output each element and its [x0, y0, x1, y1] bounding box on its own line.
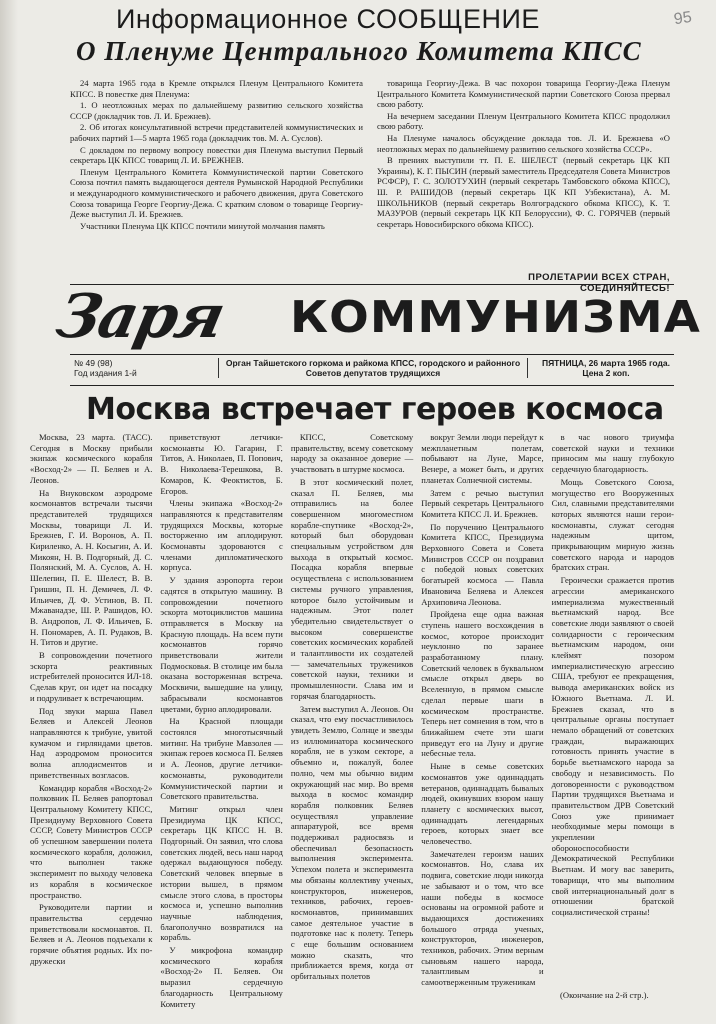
article-column — [30, 432, 152, 1000]
info-columns — [70, 78, 670, 276]
paragraph: КПСС, Советскому правительству, всему советскому народу за оказанное доверие — участвовать в штурме космоса. — [290, 432, 414, 475]
paragraph: Митинг открыл член Президиума ЦК КПСС, секретарь ЦК КПСС Н. В. Подгорный. Он заявил, что слова советских людей, весь наш народ одержал выдающуюся победу. Советский человек впервые в истории вышел, в прямом смысле этого слова, в просторы космоса и, успешно выполнив научные наблюдения, благополучно возвратился на корабль. — [160, 803, 283, 943]
paragraph: 2. Об итогах консультативной встречи представителей коммунистических и рабочих партий 1—5 марта 1965 года (докладчик тов. М. А. Суслов). — [70, 122, 363, 143]
paragraph: Ныне в семье советских космонавтов уже одиннадцать ветеранов, одиннадцать бывалых людей, окинувших взором нашу планету с космических высот, одиннадцать легендарных героев, которых знает все человечество. — [421, 761, 544, 847]
article-column — [421, 432, 543, 1000]
paragraph: Героически сражается против агрессии американского империализма мужественный вьетнамский народ. Все советские люди заявляют о своей солидарности с героическим вьетнамским народом, они клеймят позором империалистическую агрессию США, требуют ее прекращения, вывода американских войск из Южного Вьетнама. Л. И. Брежнев сказал, что в центральные органы поступает немало обращений от советских граждан, выражающих готовность принять участие в борьбе вьетнамского народа за свободу и независимость. По договоренности с руководством Партии трудящихся Вьетнама и правительством ДРВ Советский Союз уже принимает необходимые меры помощи в укреплении обороноспособности Демократической Республики Вьетнам. И могу вас заверить, товарищи, что мы выполним свой интернациональный долг в отношении братской социалистической страны! — [551, 575, 675, 917]
info-headline: Информационное СООБЩЕНИЕ — [116, 4, 540, 34]
article-column — [291, 432, 413, 1000]
paragraph: Члены экипажа «Восход-2» направляются к представителям трудящихся Москвы, которые восторженно им аплодируют. Космонавты здороваются с членами дипломатического корпуса. — [160, 498, 283, 573]
issue-number: № 49 (98) — [74, 358, 113, 368]
paragraph: Москва, 23 марта. (ТАСС). Сегодня в Москву прибыли экипаж космического корабля «Восход-2» — П. Беляев и А. Леонов. — [30, 432, 153, 485]
paragraph: На Пленуме началось обсуждение доклада тов. Л. И. Брежнева «О неотложных мерах по дальнейшему развитию сельского хозяйства СССР». — [377, 132, 670, 154]
paragraph: У здания аэропорта герои садятся в открытую машину. В сопровождении почетного эскорта мотоциклистов машина отправляется в Москву на Красную площадь. На всем пути космонавтов горячо приветствовали жители Подмосковья. В столице им была оказана восторженная встреча. Москвичи, вышедшие на улицу, забрасывали космонавтов цветами, бурно аплодировали. — [160, 575, 283, 714]
paragraph: В прениях выступили тт. П. Е. ШЕЛЕСТ (первый секретарь ЦК КП Украины), К. Г. ПЫСИН (первый заместитель Председателя Совета Министров РСФСР), Г. С. ЗОЛОТУХИН (первый секретарь Тамбовского обкома КПСС), Ш. Р. РАШИДОВ (первый секретарь ЦК КП Узбекистана), А. М. ШКОЛЬНИКОВ (первый секретарь Волгоградского обкома КПСС), К. Т. МАЗУРОВ (первый секретарь ЦК КП Белоруссии), Ф. С. ГОРЯЧЕВ (первый секретарь Новосибирского обкома КПСС). — [377, 155, 670, 229]
masthead — [50, 282, 701, 352]
paragraph: Мощь Советского Союза, могущество его Вооруженных Сил, славными представителями которых являются наши герои-космонавты, служат сегодня надежным щитом, прикрывающим мирную жизнь советского народа и народов братских стран. — [551, 476, 675, 573]
paragraph: 24 марта 1965 года в Кремле открылся Пленум Центрального Комитета КПСС. В повестке дня Пленума: — [70, 78, 363, 99]
paragraph: товарища Георгиу-Дежа. В час похорон товарища Георгиу-Дежа Пленум Центрального Комитета Коммунистической партии Советского Союза прервал свою работу. — [377, 78, 670, 110]
paragraph: Затем с речью выступил Первый секретарь Центрального Комитета КПСС Л. И. Брежнев. — [421, 487, 544, 519]
date-price — [542, 358, 670, 378]
binding-shadow — [0, 0, 18, 1024]
masthead-title-part2: КОММУНИЗМА — [290, 292, 701, 343]
masthead-title-part1: Заря — [50, 282, 230, 352]
paragraph: Участники Пленума ЦК КПСС почтили минутой молчания память — [80, 220, 325, 231]
paragraph: 1. О неотложных мерах по дальнейшему развитию сельского хозяйства СССР (докладчик тов. Л. И. Брежнев). — [70, 100, 363, 121]
paragraph: вокруг Земли люди перейдут к межпланетным полетам, побывают на Луне, Марсе, Венере, а может быть, и других планетах Солнечной системы. — [421, 432, 544, 485]
page-number: 95 — [672, 8, 693, 29]
paragraph: Руководители партии и правительства сердечно приветствовали космонавтов. П. Беляев и А. Леонов подъехали к горячие объятия родных. Их по-дружески — [30, 902, 153, 966]
issue-date: ПЯТНИЦА, 26 марта 1965 года. — [541, 358, 670, 368]
paragraph: С докладом по первому вопросу повестки дня Пленума выступил Первый секретарь ЦК КПСС товарищ Л. И. БРЕЖНЕВ. — [70, 144, 363, 166]
paragraph: Пройдена еще одна важная ступень нашего восхождения в космос, которое происходит неуклонно по заранее разработанному плану. Советский человек в буквальном смысле открыл дверь во Вселенную, в прямом смысле сделал первые шаги в космическом пространстве. Теперь нет сомнения в том, что в ближайшем счете эти шаги приведут его на Луну и другие небесные тела. — [421, 609, 544, 759]
info-column — [70, 78, 363, 276]
paragraph: Затем выступил А. Леонов. Он сказал, что ему посчастливилось увидеть Землю, Солнце и звезды из иллюминатора космического корабля, не в узком секторе, а объемно и, пожалуй, более полно, чем мы обычно видим окружающий нас мир. Во время выхода в космос командир корабля полковник Беляев осуществлял управление аппаратурой, все время поддерживал радиосвязь и обеспечивал безопасность выполнения эксперимента. Успехом полета и эксперимента мы обязаны коллективу ученых, конструкторов, инженеров, техников, рабочих, героев-космонавтов, принимавших самое деятельное участие в подготовке нас к полету. Теперь с еще большим основанием можно сказать, что приближается время, когда от орбитальных полетов — [290, 703, 414, 982]
slogan: ПРОЛЕТАРИИ ВСЕХ СТРАН, СОЕДИНЯЙТЕСЬ! — [528, 272, 670, 294]
paragraph: В этот космический полет, сказал П. Беляев, мы отправились на более совершенном многоместном корабле-спутнике «Восход-2», который был оборудован специальным устройством для выхода в открытый космос. Посадка корабля впервые осуществлена с использованием системы ручного управления, которое было устойчивым и надежным. Этот полет убедительно свидетельствует о высоком совершенстве советских космических кораблей и талантливости их создателей — замечательных тружеников советской науки, техники и промышленности. Слава им и горячая благодарность. — [290, 476, 414, 701]
issue-info — [74, 358, 137, 378]
continued-note: (Окончание на 2-й стр.). — [560, 990, 649, 1000]
article-column — [160, 432, 283, 1009]
paragraph: На Красной площади состоялся многотысячный митинг. На трибуне Мавзолея — экипаж героев космоса П. Беляев и А. Леонов, другие летчики-космонавты, руководители Коммунистической партии и Советского правительства. — [160, 716, 283, 802]
paragraph: У микрофона командир космического корабля «Восход-2» П. Беляев. Он выразил сердечную благодарность Центральному Комитету — [160, 945, 283, 1009]
paragraph: На вечернем заседании Пленум Центрального Комитета КПСС продолжил свою работу. — [377, 110, 670, 132]
article-headline: Москва встречает героев космоса — [86, 392, 664, 427]
paragraph: в час нового триумфа советской науки и техники приносим мы нашу глубокую сердечную благодарность. — [551, 432, 675, 475]
article-column — [552, 432, 674, 1000]
paragraph: Пленум Центрального Комитета Коммунистической партии Советского Союза почтил память выдающегося деятеля Румынской Народной Республики и международного коммунистического и рабочего движения, друга Советского Союза товарища Георге Георгиу-Дежа. С кратким словом о товарище Георгиу-Деже выступил Л. И. Брежнев. — [70, 166, 363, 220]
issue-info-bar — [70, 354, 674, 386]
article-columns — [30, 432, 675, 1009]
paragraph: На Внуковском аэродроме космонавтов встречали тысячи представителей трудящихся Москвы, товарищи Л. И. Брежнев, Г. И. Воронов, А. П. Кириленко, А. Н. Косыгин, А. И. Микоян, Н. В. Подгорный, Д. С. Полянский, М. А. Суслов, А. Н. Шелепин, П. Е. Шелест, В. В. Гришин, П. Н. Демичев, Л. Ф. Ильичев, Д. Ф. Устинов, В. П. Мжаванадзе, Ш. Р. Рашидов, Ю. В. Андропов, Л. Ф. Ильичев, Б. Н. Пономарев, А. П. Рудаков, В. Н. Титов и другие. — [30, 487, 153, 648]
paragraph: приветствуют летчики-космонавты Ю. Гагарин, Г. Титов, А. Николаев, П. Попович, В. Николаева-Терешкова, В. Комаров, К. Феоктистов, Б. Егоров. — [160, 432, 283, 496]
paragraph: Замечателен героизм наших космонавтов. Но, слава их подвига, советские люди никогда не забывают и о том, что все наши победы в космосе основаны на огромной работе и выдающихся достижениях большого отряда ученых, конструкторов, инженеров, техников, рабочих. Этим верным сыновьям нашего народа, талантливым и самоотверженным труженикам — [421, 848, 544, 988]
price: Цена 2 коп. — [582, 368, 630, 378]
publication-year: Год издания 1-й — [74, 368, 137, 378]
publisher-organ: Орган Тайшетского горкома и райкома КПСС, городского и районного Советов депутатов трудящихся — [218, 358, 528, 378]
info-subheadline: О Пленуме Центрального Комитета КПСС — [76, 36, 642, 66]
paragraph: По поручению Центрального Комитета КПСС, Президиума Верховного Совета и Совета Министров СССР он поздравил с победой новых советских богатырей космоса — Павла Ивановича Беляева и Алексея Архиповича Леонова. — [421, 521, 544, 607]
paragraph: Под звуки марша Павел Беляев и Алексей Леонов направляются к трибуне, увитой кумачом и гирляндами цветов. Над аэродромом проносится волна аплодисментов и приветственных возгласов. — [30, 705, 153, 780]
paragraph: В сопровождении почетного эскорта реактивных истребителей проносится ИЛ-18. Сделав круг, он идет на посадку и подруливает к встречающим. — [30, 650, 153, 703]
info-column — [377, 78, 670, 276]
paragraph: Командир корабля «Восход-2» полковник П. Беляев рапортовал Центральному Комитету КПСС, Президиуму Верховного Совета СССР, Совету Министров СССР об успешном завершении полета космического корабля, доложил, что выполнен также эксперимент по выходу человека из корабля в космическое пространство. — [30, 782, 153, 900]
